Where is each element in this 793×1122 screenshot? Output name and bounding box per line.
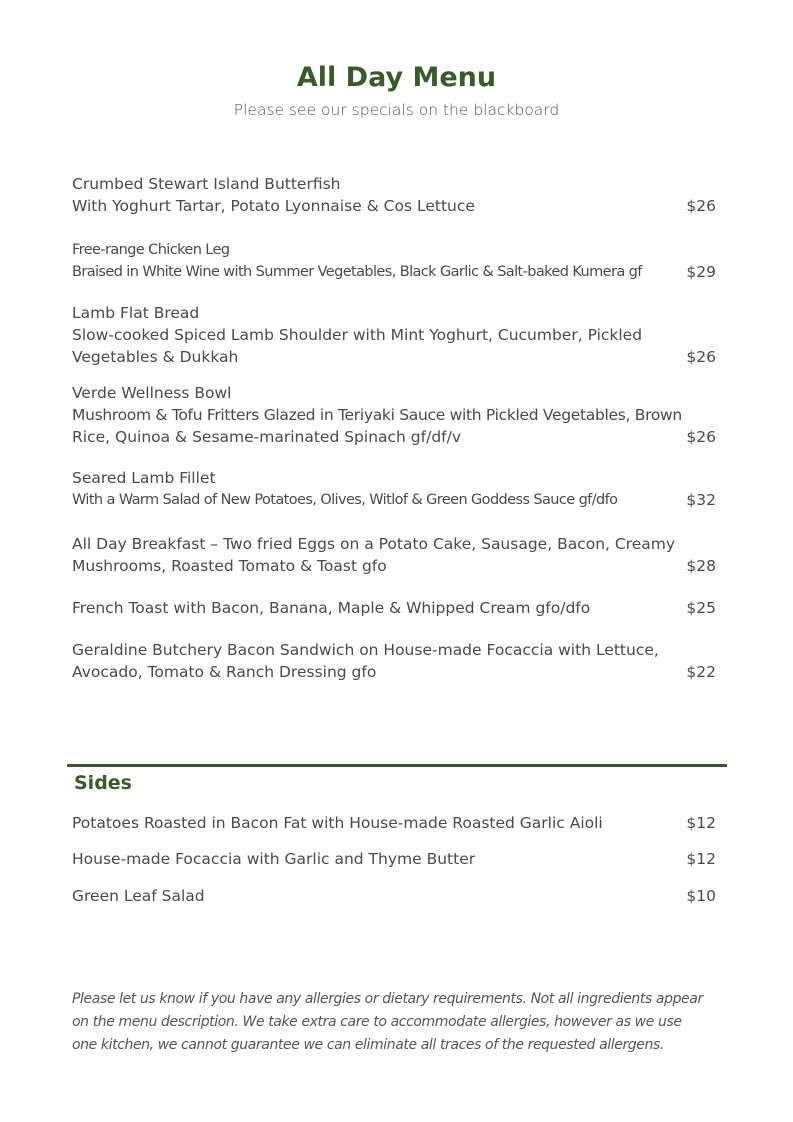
menu-item-name: Seared Lamb Fillet xyxy=(72,469,216,487)
menu-item xyxy=(72,173,716,217)
menu-item-price: $25 xyxy=(686,599,716,617)
menu-item-price: $26 xyxy=(686,428,716,446)
side-item xyxy=(72,848,716,870)
side-item-name: Potatoes Roasted in Bacon Fat with House-made Roasted Garlic Aioli xyxy=(72,814,603,832)
menu-item xyxy=(72,533,716,577)
menu-item-price: $29 xyxy=(686,263,716,281)
menu-item-price: $26 xyxy=(686,197,716,215)
menu-item-name: Lamb Flat Bread xyxy=(72,304,200,322)
side-item xyxy=(72,885,716,907)
menu-item xyxy=(72,597,716,619)
menu-item xyxy=(72,239,716,283)
menu-item-name: Crumbed Stewart Island Butterfish xyxy=(72,175,341,193)
menu-item-price: $26 xyxy=(686,348,716,366)
menu-item-name: Free-range Chicken Leg xyxy=(72,242,230,258)
page-subtitle: Please see our specials on the blackboard xyxy=(233,101,560,119)
side-item-name: Green Leaf Salad xyxy=(72,887,205,905)
menu-item xyxy=(72,302,716,368)
menu-item-description: Mushrooms, Roasted Tomato & Toast gfo xyxy=(72,557,387,575)
side-item-name: House-made Focaccia with Garlic and Thyme Butter xyxy=(72,850,476,868)
menu-item-description: Geraldine Butchery Bacon Sandwich on House-made Focaccia with Lettuce, xyxy=(72,641,659,659)
side-item-price: $10 xyxy=(686,887,716,905)
menu-item-description: Rice, Quinoa & Sesame-marinated Spinach gf/df/v xyxy=(72,428,462,446)
side-item xyxy=(72,812,716,834)
menu-item-name: Verde Wellness Bowl xyxy=(72,384,232,402)
menu-item-description: Braised in White Wine with Summer Vegetables, Black Garlic & Salt-baked Kumera gf xyxy=(72,264,642,280)
section-divider xyxy=(67,764,727,767)
menu-item-description: Vegetables & Dukkah xyxy=(72,348,239,366)
menu-item-description: With a Warm Salad of New Potatoes, Olives, Witlof & Green Goddess Sauce gf/dfo xyxy=(72,492,618,508)
allergy-notice-line: one kitchen, we cannot guarantee we can eliminate all traces of the requested allergens. xyxy=(72,1037,664,1053)
menu-item-price: $28 xyxy=(686,557,716,575)
side-item-price: $12 xyxy=(686,814,716,832)
page-title: All Day Menu xyxy=(296,62,497,93)
menu-item-description: Mushroom & Tofu Fritters Glazed in Teriyaki Sauce with Pickled Vegetables, Brown xyxy=(72,406,682,424)
sides-heading: Sides xyxy=(74,772,132,794)
side-item-price: $12 xyxy=(686,850,716,868)
menu-item-description: Slow-cooked Spiced Lamb Shoulder with Mint Yoghurt, Cucumber, Pickled xyxy=(72,326,643,344)
menu-item-price: $22 xyxy=(686,663,716,681)
menu-item-description: French Toast with Bacon, Banana, Maple & Whipped Cream gfo/dfo xyxy=(72,599,591,617)
menu-item-description: All Day Breakfast – Two fried Eggs on a Potato Cake, Sausage, Bacon, Creamy xyxy=(72,535,676,553)
menu-item-description: With Yoghurt Tartar, Potato Lyonnaise & Cos Lettuce xyxy=(72,197,475,215)
menu-item xyxy=(72,639,716,683)
menu-item xyxy=(72,467,716,511)
allergy-notice xyxy=(72,988,732,1057)
allergy-notice-line: on the menu description. We take extra care to accommodate allergies, however as we use xyxy=(72,1014,682,1030)
allergy-notice-line: Please let us know if you have any allergies or dietary requirements. Not all ingredients appear xyxy=(72,991,703,1007)
menu-item-price: $32 xyxy=(686,491,716,509)
menu-item xyxy=(72,382,716,448)
menu-item-description: Avocado, Tomato & Ranch Dressing gfo xyxy=(72,663,377,681)
